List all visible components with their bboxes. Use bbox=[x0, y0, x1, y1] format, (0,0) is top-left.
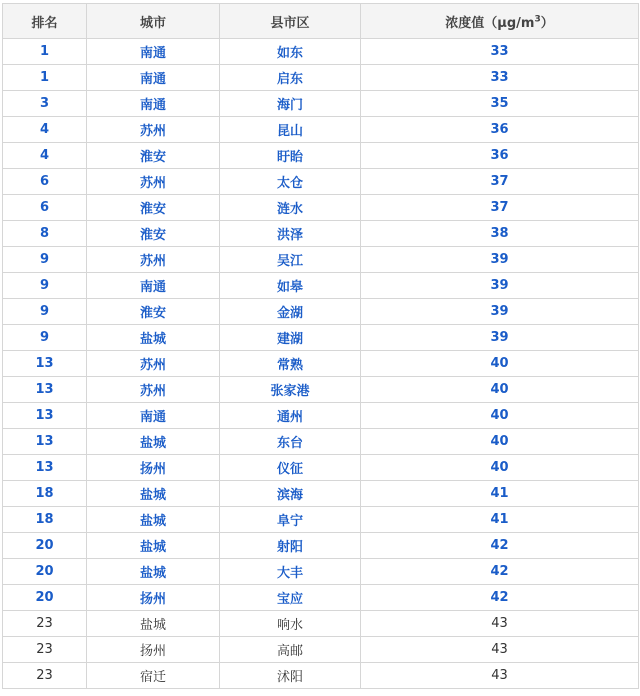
cell-city: 淮安 bbox=[87, 221, 220, 247]
cell-rank: 8 bbox=[3, 221, 87, 247]
table-row bbox=[3, 247, 639, 273]
cell-city: 苏州 bbox=[87, 351, 220, 377]
cell-city: 苏州 bbox=[87, 377, 220, 403]
cell-county: 盱眙 bbox=[220, 143, 361, 169]
cell-city: 南通 bbox=[87, 273, 220, 299]
cell-value: 42 bbox=[361, 533, 639, 559]
cell-city: 南通 bbox=[87, 65, 220, 91]
cell-county: 昆山 bbox=[220, 117, 361, 143]
table-row bbox=[3, 429, 639, 455]
table-row bbox=[3, 65, 639, 91]
table-row bbox=[3, 507, 639, 533]
cell-city: 盐城 bbox=[87, 611, 220, 637]
table-row bbox=[3, 403, 639, 429]
cell-rank: 13 bbox=[3, 429, 87, 455]
table-row bbox=[3, 143, 639, 169]
cell-city: 盐城 bbox=[87, 507, 220, 533]
cell-value: 43 bbox=[361, 611, 639, 637]
table-row bbox=[3, 663, 639, 689]
table-row bbox=[3, 637, 639, 663]
cell-city: 盐城 bbox=[87, 533, 220, 559]
cell-city: 盐城 bbox=[87, 325, 220, 351]
cell-city: 南通 bbox=[87, 91, 220, 117]
cell-value: 40 bbox=[361, 455, 639, 481]
table-row bbox=[3, 299, 639, 325]
cell-county: 响水 bbox=[220, 611, 361, 637]
table-row bbox=[3, 117, 639, 143]
cell-rank: 23 bbox=[3, 637, 87, 663]
header-concentration bbox=[361, 4, 639, 39]
cell-value: 33 bbox=[361, 65, 639, 91]
header-concentration-sup: 3 bbox=[534, 14, 541, 25]
table-row bbox=[3, 351, 639, 377]
cell-rank: 6 bbox=[3, 195, 87, 221]
cell-value: 38 bbox=[361, 221, 639, 247]
cell-county: 阜宁 bbox=[220, 507, 361, 533]
cell-value: 40 bbox=[361, 351, 639, 377]
cell-rank: 18 bbox=[3, 507, 87, 533]
cell-city: 盐城 bbox=[87, 481, 220, 507]
cell-value: 41 bbox=[361, 507, 639, 533]
cell-county: 宝应 bbox=[220, 585, 361, 611]
cell-county: 金湖 bbox=[220, 299, 361, 325]
cell-county: 滨海 bbox=[220, 481, 361, 507]
table-row bbox=[3, 455, 639, 481]
table-row bbox=[3, 221, 639, 247]
cell-value: 40 bbox=[361, 429, 639, 455]
cell-value: 39 bbox=[361, 273, 639, 299]
table-row bbox=[3, 273, 639, 299]
header-city: 城市 bbox=[87, 4, 220, 39]
cell-county: 启东 bbox=[220, 65, 361, 91]
table-row bbox=[3, 195, 639, 221]
cell-value: 37 bbox=[361, 195, 639, 221]
cell-value: 37 bbox=[361, 169, 639, 195]
table-row bbox=[3, 377, 639, 403]
header-concentration-suffix: ） bbox=[540, 15, 554, 31]
table-row bbox=[3, 533, 639, 559]
header-concentration-prefix: 浓度值（μg/m bbox=[445, 15, 535, 31]
cell-rank: 13 bbox=[3, 455, 87, 481]
table-row bbox=[3, 325, 639, 351]
cell-county: 仪征 bbox=[220, 455, 361, 481]
cell-city: 盐城 bbox=[87, 429, 220, 455]
cell-value: 42 bbox=[361, 559, 639, 585]
cell-city: 南通 bbox=[87, 39, 220, 65]
cell-county: 建湖 bbox=[220, 325, 361, 351]
cell-rank: 3 bbox=[3, 91, 87, 117]
cell-county: 涟水 bbox=[220, 195, 361, 221]
cell-county: 射阳 bbox=[220, 533, 361, 559]
cell-city: 宿迁 bbox=[87, 663, 220, 689]
cell-city: 扬州 bbox=[87, 637, 220, 663]
cell-city: 苏州 bbox=[87, 117, 220, 143]
cell-value: 42 bbox=[361, 585, 639, 611]
cell-county: 通州 bbox=[220, 403, 361, 429]
cell-rank: 20 bbox=[3, 559, 87, 585]
cell-city: 苏州 bbox=[87, 169, 220, 195]
cell-rank: 20 bbox=[3, 585, 87, 611]
cell-rank: 13 bbox=[3, 403, 87, 429]
cell-city: 淮安 bbox=[87, 143, 220, 169]
cell-value: 40 bbox=[361, 377, 639, 403]
cell-rank: 1 bbox=[3, 39, 87, 65]
cell-value: 39 bbox=[361, 325, 639, 351]
cell-county: 沭阳 bbox=[220, 663, 361, 689]
table-row bbox=[3, 585, 639, 611]
cell-county: 如东 bbox=[220, 39, 361, 65]
cell-county: 大丰 bbox=[220, 559, 361, 585]
cell-value: 43 bbox=[361, 637, 639, 663]
cell-rank: 23 bbox=[3, 611, 87, 637]
cell-value: 41 bbox=[361, 481, 639, 507]
cell-value: 43 bbox=[361, 663, 639, 689]
table-body bbox=[3, 39, 639, 689]
table-row bbox=[3, 481, 639, 507]
cell-value: 40 bbox=[361, 403, 639, 429]
ranking-table bbox=[2, 3, 639, 689]
cell-county: 洪泽 bbox=[220, 221, 361, 247]
table-row bbox=[3, 559, 639, 585]
cell-rank: 9 bbox=[3, 325, 87, 351]
cell-county: 高邮 bbox=[220, 637, 361, 663]
cell-county: 吴江 bbox=[220, 247, 361, 273]
table-row bbox=[3, 169, 639, 195]
cell-value: 33 bbox=[361, 39, 639, 65]
cell-city: 淮安 bbox=[87, 195, 220, 221]
cell-county: 如皋 bbox=[220, 273, 361, 299]
cell-rank: 4 bbox=[3, 117, 87, 143]
header-county: 县市区 bbox=[220, 4, 361, 39]
cell-county: 东台 bbox=[220, 429, 361, 455]
cell-rank: 13 bbox=[3, 377, 87, 403]
cell-value: 36 bbox=[361, 143, 639, 169]
cell-value: 39 bbox=[361, 247, 639, 273]
cell-city: 扬州 bbox=[87, 455, 220, 481]
cell-city: 扬州 bbox=[87, 585, 220, 611]
cell-county: 张家港 bbox=[220, 377, 361, 403]
cell-rank: 4 bbox=[3, 143, 87, 169]
cell-rank: 6 bbox=[3, 169, 87, 195]
cell-rank: 18 bbox=[3, 481, 87, 507]
cell-rank: 20 bbox=[3, 533, 87, 559]
cell-rank: 9 bbox=[3, 247, 87, 273]
cell-county: 海门 bbox=[220, 91, 361, 117]
cell-county: 太仓 bbox=[220, 169, 361, 195]
cell-rank: 1 bbox=[3, 65, 87, 91]
header-rank: 排名 bbox=[3, 4, 87, 39]
cell-county: 常熟 bbox=[220, 351, 361, 377]
cell-value: 39 bbox=[361, 299, 639, 325]
cell-city: 淮安 bbox=[87, 299, 220, 325]
table-row bbox=[3, 91, 639, 117]
table-row bbox=[3, 611, 639, 637]
table-row bbox=[3, 39, 639, 65]
cell-rank: 23 bbox=[3, 663, 87, 689]
cell-city: 盐城 bbox=[87, 559, 220, 585]
cell-rank: 9 bbox=[3, 273, 87, 299]
cell-city: 南通 bbox=[87, 403, 220, 429]
cell-city: 苏州 bbox=[87, 247, 220, 273]
cell-value: 36 bbox=[361, 117, 639, 143]
cell-value: 35 bbox=[361, 91, 639, 117]
header-row bbox=[3, 4, 639, 39]
cell-rank: 9 bbox=[3, 299, 87, 325]
cell-rank: 13 bbox=[3, 351, 87, 377]
